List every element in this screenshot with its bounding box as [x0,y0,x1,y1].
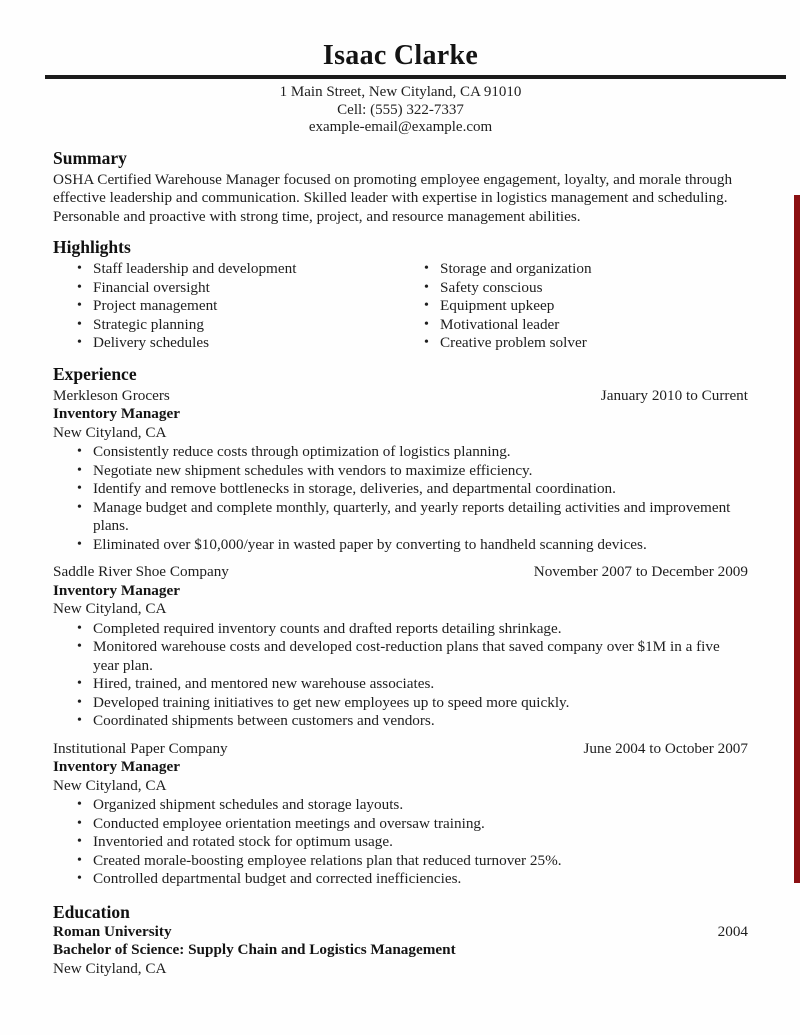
highlights-columns [53,260,748,353]
job-bullet-list [53,620,748,731]
list-item [400,297,748,316]
job-location: New Cityland, CA [53,423,167,441]
job-bullet: Completed required inventory counts and drafted reports detailing shrinkage. [93,619,562,637]
bullet-icon: • [77,834,82,850]
header-divider [45,75,786,79]
job-entry [53,387,748,555]
highlight-label: Delivery schedules [93,334,209,352]
highlights-section [53,236,748,353]
list-item [400,334,748,353]
list-item [53,480,748,499]
list-item [53,852,748,871]
job-bullet: Identify and remove bottlenecks in storage, deliveries, and departmental coordination. [93,480,616,498]
bullet-icon: • [77,676,82,692]
bullet-icon: • [77,499,82,515]
highlight-label: Safety conscious [440,278,543,296]
job-dates: June 2004 to October 2007 [583,739,748,757]
highlights-left-list [53,260,400,353]
bullet-icon: • [77,536,82,552]
company-name: Saddle River Shoe Company [53,563,229,581]
company-name: Institutional Paper Company [53,739,228,757]
bullet-icon: • [424,316,429,332]
bullet-icon: • [77,316,82,332]
list-item [53,297,400,316]
highlight-label: Staff leadership and development [93,260,297,278]
phone-line: Cell: (555) 322-7337 [337,101,464,118]
education-header-row [53,923,748,942]
bullet-icon: • [77,444,82,460]
company-name: Merkleson Grocers [53,386,170,404]
experience-heading: Experience [53,363,137,384]
highlight-label: Storage and organization [440,260,592,278]
bullet-icon: • [77,620,82,636]
list-item [53,334,400,353]
job-bullet: Coordinated shipments between customers and vendors. [93,712,435,730]
job-bullet: Inventoried and rotated stock for optimum usage. [93,833,393,851]
email-line: example-email@example.com [308,119,493,136]
job-bullet: Monitored warehouse costs and developed cost-reduction plans that saved company over $1M in a five year plan. [93,638,720,674]
list-item [53,443,748,462]
job-header-row [53,563,748,582]
list-item [53,499,748,536]
bullet-icon: • [424,261,429,277]
job-title: Inventory Manager [53,581,180,599]
bullet-icon: • [77,713,82,729]
job-header-row [53,740,748,759]
highlight-label: Motivational leader [440,315,560,333]
job-bullet-list [53,443,748,554]
list-item [53,694,748,713]
highlight-label: Strategic planning [93,315,204,333]
highlight-label: Financial oversight [93,278,210,296]
experience-section [53,363,748,889]
bullet-icon: • [77,462,82,478]
bullet-icon: • [77,871,82,887]
job-bullet: Manage budget and complete monthly, quarterly, and yearly reports detailing activities and improvement plans. [93,498,731,535]
job-dates: January 2010 to Current [600,386,748,404]
bullet-icon: • [424,298,429,314]
education-location: New Cityland, CA [53,959,167,977]
school-name: Roman University [53,922,172,940]
list-item [53,316,400,335]
highlight-label: Project management [93,297,218,315]
job-dates: November 2007 to December 2009 [533,563,748,581]
summary-heading: Summary [53,147,127,168]
list-item [53,870,748,889]
contact-block [53,84,748,137]
job-title: Inventory Manager [53,758,180,776]
education-heading: Education [53,901,130,922]
list-item [53,536,748,555]
bullet-icon: • [77,639,82,655]
list-item [53,796,748,815]
bullet-icon: • [77,279,82,295]
job-header-row [53,387,748,406]
list-item [53,620,748,639]
bullet-icon: • [77,335,82,351]
job-entry [53,740,748,889]
list-item [53,279,400,298]
bullet-icon: • [77,481,82,497]
list-item [53,675,748,694]
education-section [53,901,748,979]
bullet-icon: • [77,261,82,277]
job-bullet: Controlled departmental budget and corrected inefficiencies. [93,870,462,888]
bullet-icon: • [77,694,82,710]
bullet-icon: • [77,815,82,831]
list-item [53,462,748,481]
list-item [53,638,748,675]
job-bullet: Consistently reduce costs through optimization of logistics planning. [93,443,511,461]
bullet-icon: • [424,279,429,295]
job-bullet: Organized shipment schedules and storage layouts. [93,796,404,814]
job-bullet: Eliminated over $10,000/year in wasted paper by converting to handheld scanning devices. [93,535,647,553]
bullet-icon: • [77,298,82,314]
address-line: 1 Main Street, New Cityland, CA 91010 [279,84,522,101]
job-entry [53,563,748,731]
job-bullet-list [53,796,748,889]
job-bullet: Developed training initiatives to get new employees up to speed more quickly. [93,693,570,711]
job-bullet: Negotiate new shipment schedules with vendors to maximize efficiency. [93,461,533,479]
list-item [400,279,748,298]
job-bullet: Conducted employee orientation meetings and oversaw training. [93,814,485,832]
job-title: Inventory Manager [53,405,180,423]
job-location: New Cityland, CA [53,600,167,618]
job-bullet: Hired, trained, and mentored new warehouse associates. [93,675,435,693]
list-item [400,316,748,335]
list-item [53,833,748,852]
job-bullet: Created morale-boosting employee relations plan that reduced turnover 25%. [93,851,562,869]
list-item [53,712,748,731]
list-item [400,260,748,279]
highlight-label: Creative problem solver [440,334,587,352]
summary-text: OSHA Certified Warehouse Manager focused on promoting employee engagement, loyalty, and morale through effective leadership and communication. Skilled leader with expertise in logistics management and scheduling. Personable and proactive with strong time, project, and resource management abilities. [53,170,733,225]
degree-line: Bachelor of Science: Supply Chain and Logistics Management [53,941,456,959]
bullet-icon: • [77,852,82,868]
scrollbar-thumb[interactable] [794,195,800,883]
list-item [53,815,748,834]
graduation-year: 2004 [717,922,748,940]
candidate-name: Isaac Clarke [322,40,479,71]
highlights-heading: Highlights [53,237,131,258]
bullet-icon: • [77,797,82,813]
summary-section [53,147,748,227]
highlight-label: Equipment upkeep [440,297,555,315]
resume-header [53,40,748,137]
job-location: New Cityland, CA [53,776,167,794]
highlights-right-list [400,260,748,353]
bullet-icon: • [424,335,429,351]
list-item [53,260,400,279]
